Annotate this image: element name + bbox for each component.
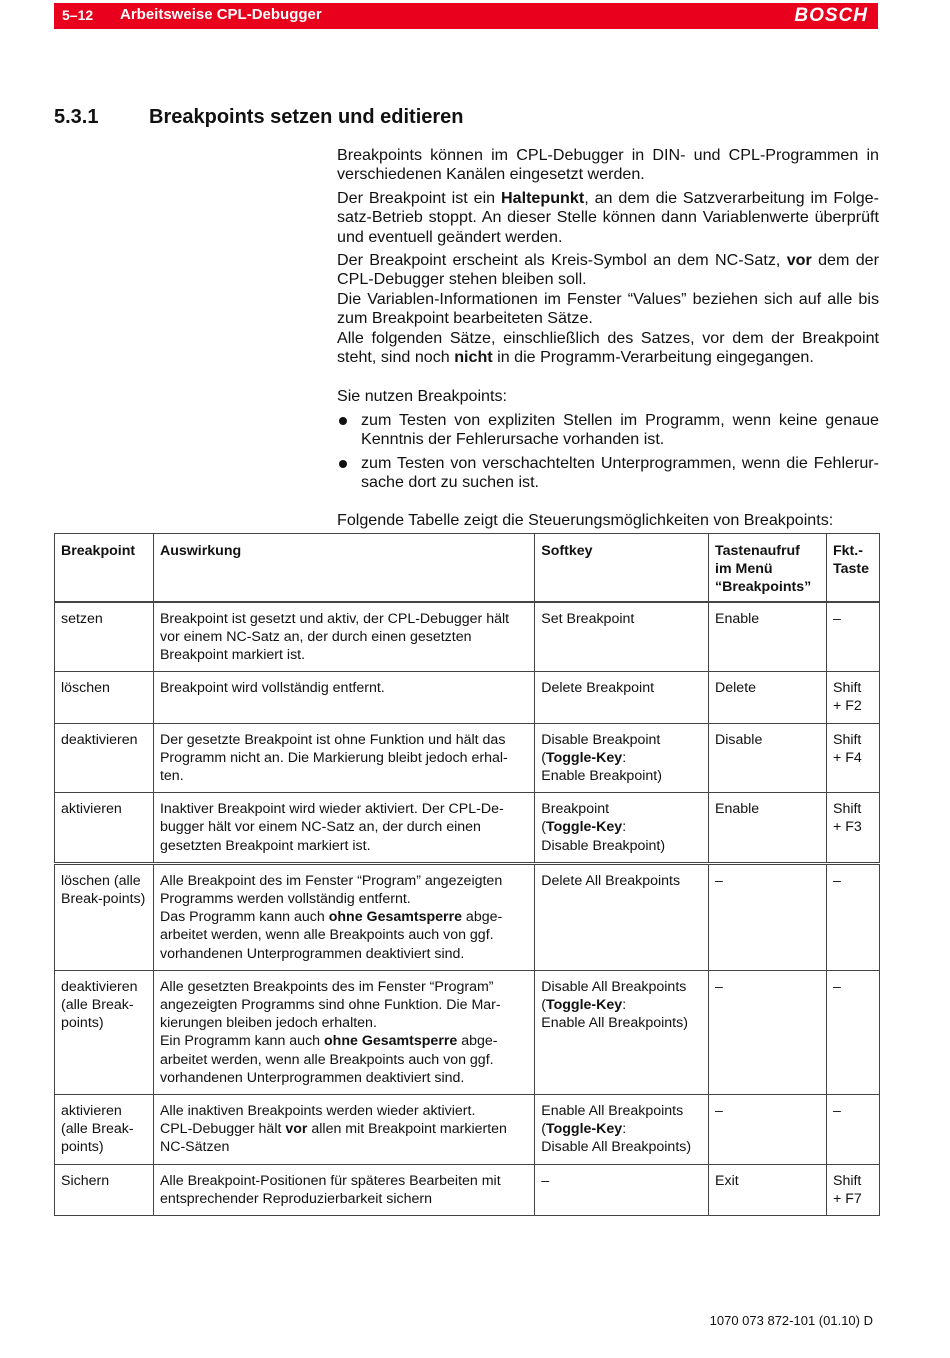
cell-menu: Delete: [709, 672, 827, 723]
cell-menu: Enable: [709, 793, 827, 864]
text-run: Ein Programm kann auch: [159, 1033, 324, 1050]
text-run: Alle Breakpoint des im Fenster “Program” angezeigten Programms werden vollständig entfernt.: [159, 872, 503, 908]
cell-fkey: Shift + F2: [826, 672, 879, 723]
text-run: , an dem die Satzverarbeitung im Folge-satz-Betrieb stoppt. An dieser Stelle können dann Variablenwerte überprüft und eventuell geändert werden.: [337, 188, 879, 246]
text-run: (: [541, 749, 546, 766]
text-run: Disable Breakpoint: [541, 731, 661, 748]
list-item: [337, 454, 879, 493]
column-header: Auswirkung: [153, 534, 534, 602]
text-run: :: [622, 1121, 627, 1138]
emphasis: vor: [285, 1121, 308, 1138]
text-run: Alle gesetzten Breakpoints des im Fenster “Program” angezeigten Programms sind ohne Funktion. Die Mar-kierungen bleiben jedoch erhalten.: [159, 978, 501, 1032]
column-header: Breakpoint: [55, 534, 154, 602]
table-row: [55, 602, 880, 672]
text-run: :: [622, 819, 627, 836]
bullet-icon: [339, 460, 347, 468]
text-run: Der Breakpoint erscheint als Kreis-Symbol an dem NC-Satz,: [337, 251, 787, 270]
text-run: Enable Breakpoint): [541, 768, 662, 785]
cell-softkey: –: [535, 1164, 709, 1215]
cell-fkey: Shift + F7: [826, 1164, 879, 1215]
uses-heading: Sie nutzen Breakpoints:: [337, 387, 507, 406]
table-row: [55, 970, 880, 1094]
table-row: [55, 1095, 880, 1165]
intro-paragraph: [337, 251, 879, 290]
cell-breakpoint: aktivieren (alle Break-points): [55, 1095, 154, 1165]
intro-paragraph: Breakpoints können im CPL-Debugger in DIN- und CPL-Programmen in verschiedenen Kanälen eingesetzt werden.: [337, 146, 879, 184]
text-run: (: [541, 997, 546, 1014]
text-run: Das Programm kann auch: [159, 909, 329, 926]
cell-menu: Disable: [709, 723, 827, 793]
cell-fkey: –: [826, 970, 879, 1094]
emphasis: Toggle-Key: [545, 819, 623, 836]
column-header: Tastenaufruf im Menü “Breakpoints”: [709, 534, 827, 602]
text-run: Enable All Breakpoints): [541, 1015, 688, 1032]
list-item-text: zum Testen von expliziten Stellen im Programm, wenn keine genaue Kenntnis der Fehlerursache vorhanden ist.: [361, 410, 879, 449]
intro-paragraph: [337, 189, 879, 247]
text-run: (: [541, 819, 546, 836]
cell-softkey: Delete Breakpoint: [535, 672, 709, 723]
table-row: [55, 723, 880, 793]
cell-effect: Inaktiver Breakpoint wird wieder aktiviert. Der CPL-De-bugger hält vor einem NC-Satz an, der durch einen gesetzten Breakpoint markiert ist.: [153, 793, 534, 864]
emphasis: Haltepunkt: [501, 188, 585, 207]
cell-effect: Breakpoint ist gesetzt und aktiv, der CPL-Debugger hält vor einem NC-Satz an, der durch einen gesetzten Breakpoint markiert ist.: [153, 602, 534, 672]
cell-breakpoint: Sichern: [55, 1164, 154, 1215]
table-header-row: [55, 534, 880, 602]
document-number: 1070 073 872-101 (01.10) D: [709, 1313, 873, 1328]
emphasis: nicht: [454, 348, 493, 367]
cell-fkey: –: [826, 863, 879, 970]
cell-menu: –: [709, 1095, 827, 1165]
text-run: Der Breakpoint ist ein: [337, 188, 502, 207]
cell-softkey: [535, 970, 709, 1094]
chapter-title: Arbeitsweise CPL-Debugger: [120, 6, 322, 23]
uses-list: [337, 411, 879, 493]
cell-effect: [153, 863, 534, 970]
cell-breakpoint: setzen: [55, 602, 154, 672]
text-run: :: [622, 997, 627, 1014]
intro-paragraph: Die Variablen-Informationen im Fenster “Values” beziehen sich auf alle bis zum Breakpoint bearbeiteten Sätze.: [337, 289, 879, 328]
cell-breakpoint: deaktivieren: [55, 723, 154, 793]
section-number: 5.3.1: [54, 106, 99, 128]
text-run: allen mit Breakpoint markierten NC-Sätzen: [159, 1121, 507, 1156]
text-run: CPL-Debugger hält: [159, 1121, 286, 1138]
cell-fkey: –: [826, 602, 879, 672]
brand-logo: BOSCH: [794, 5, 868, 26]
table-row: [55, 1164, 880, 1215]
text-run: Breakpoint: [541, 801, 610, 818]
emphasis: ohne Gesamtsperre: [324, 1033, 458, 1050]
cell-menu: Enable: [709, 602, 827, 672]
text-run: Disable Breakpoint): [541, 837, 666, 854]
cell-breakpoint: löschen: [55, 672, 154, 723]
table-intro: Folgende Tabelle zeigt die Steuerungsmöglichkeiten von Breakpoints:: [337, 510, 834, 529]
section-title: Breakpoints setzen und editieren: [149, 106, 464, 128]
cell-breakpoint: aktivieren: [55, 793, 154, 864]
text-run: abge-arbeitet werden, wenn alle Breakpoints auch von ggf. vorhandenen Unterprogrammen deaktiviert sind.: [159, 1033, 498, 1086]
cell-fkey: –: [826, 1095, 879, 1165]
text-run: Disable All Breakpoints): [541, 1139, 692, 1156]
column-header: Fkt.-Taste: [826, 534, 879, 602]
text-run: Enable All Breakpoints: [541, 1103, 684, 1120]
breakpoint-table: [54, 533, 880, 1216]
column-header: Softkey: [535, 534, 709, 602]
emphasis: vor: [786, 251, 812, 270]
text-run: :: [622, 749, 627, 766]
text-run: Alle inaktiven Breakpoints werden wieder aktiviert.: [159, 1103, 476, 1120]
cell-breakpoint: löschen (alle Break-points): [55, 863, 154, 970]
text-run: Alle folgenden Sätze, einschließlich des Satzes, vor dem der Breakpoint steht, sind noch: [337, 328, 879, 367]
text-run: dem der CPL-Debugger stehen bleiben soll.: [337, 251, 879, 289]
cell-effect: [153, 1095, 534, 1165]
page-header-bar: [54, 3, 878, 29]
text-run: (: [541, 1121, 546, 1138]
list-item: [337, 411, 879, 450]
table-row: [55, 863, 880, 970]
intro-paragraph: [337, 329, 879, 368]
emphasis: Toggle-Key: [545, 749, 623, 766]
cell-breakpoint: deaktivieren (alle Break-points): [55, 970, 154, 1094]
cell-menu: –: [709, 863, 827, 970]
cell-fkey: Shift + F3: [826, 793, 879, 864]
cell-effect: Alle Breakpoint-Positionen für späteres Bearbeiten mit entsprechender Reproduzierbarkeit sichern: [153, 1164, 534, 1215]
emphasis: Toggle-Key: [545, 1121, 623, 1138]
cell-effect: Breakpoint wird vollständig entfernt.: [153, 672, 534, 723]
cell-fkey: Shift + F4: [826, 723, 879, 793]
list-item-text: zum Testen von verschachtelten Unterprogrammen, wenn die Fehlerur-sache dort zu suchen ist.: [361, 453, 879, 492]
text-run: Disable All Breakpoints: [541, 978, 687, 995]
intro-text: [337, 146, 879, 534]
cell-menu: Exit: [709, 1164, 827, 1215]
cell-softkey: [535, 1095, 709, 1165]
text-run: abge-arbeitet werden, wenn alle Breakpoints auch von ggf. vorhandenen Unterprogrammen deaktiviert sind.: [159, 909, 503, 962]
cell-softkey: [535, 793, 709, 864]
cell-effect: [153, 970, 534, 1094]
cell-effect: Der gesetzte Breakpoint ist ohne Funktion und hält das Programm nicht an. Die Markierung bleibt jedoch erhal-ten.: [153, 723, 534, 793]
cell-menu: –: [709, 970, 827, 1094]
cell-softkey: Delete All Breakpoints: [535, 863, 709, 970]
cell-softkey: Set Breakpoint: [535, 602, 709, 672]
table-row: [55, 793, 880, 864]
emphasis: ohne Gesamtsperre: [328, 909, 462, 926]
emphasis: Toggle-Key: [545, 997, 623, 1014]
text-run: in die Programm-Verarbeitung eingegangen.: [492, 348, 814, 367]
cell-softkey: [535, 723, 709, 793]
table-row: [55, 672, 880, 723]
page-number: 5–12: [62, 7, 94, 23]
bullet-icon: [339, 417, 347, 425]
